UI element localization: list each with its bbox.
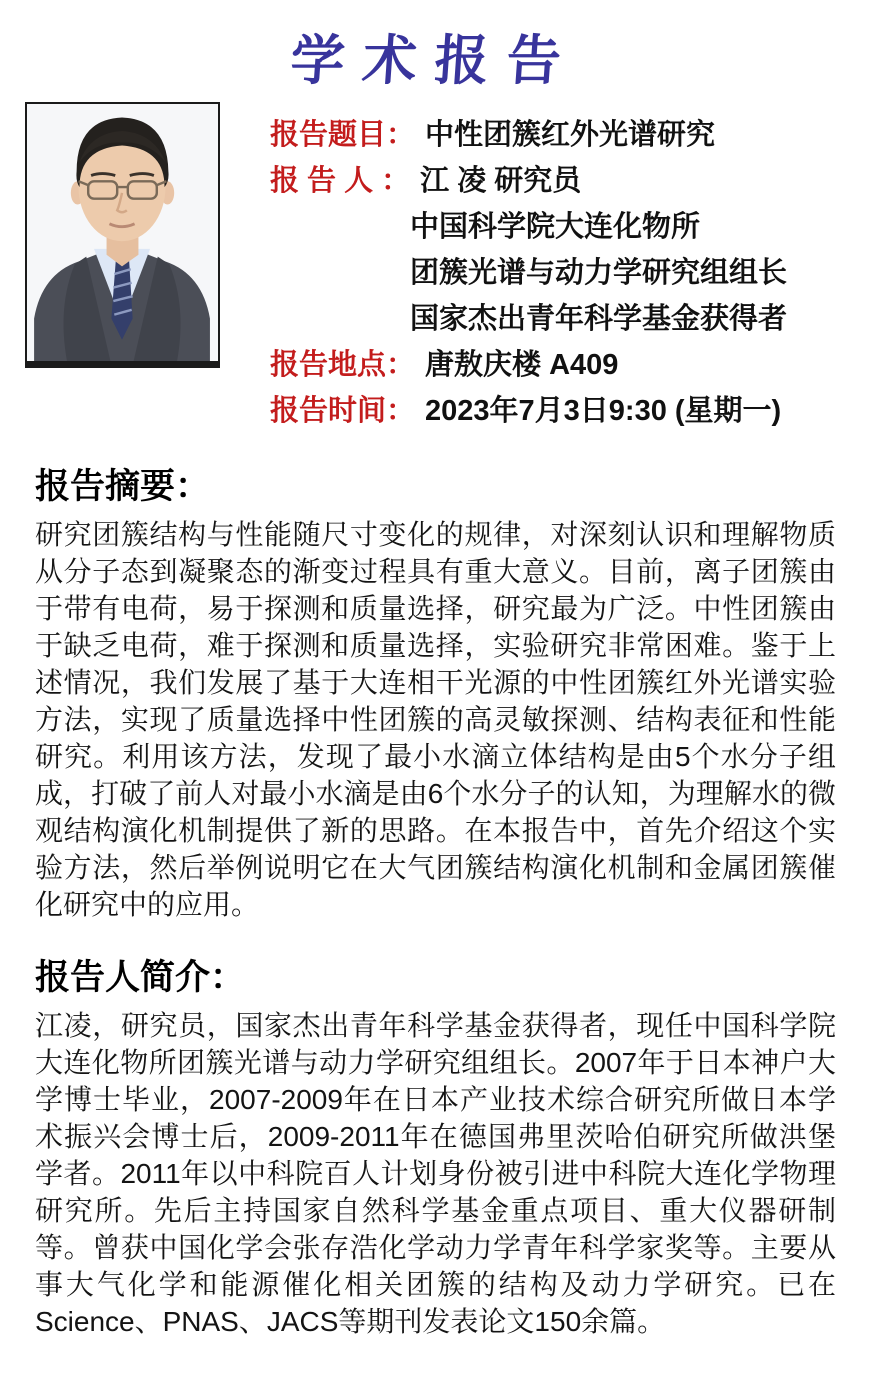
speaker-photo: [25, 102, 220, 368]
topic-value: 中性团簇红外光谱研究: [425, 119, 716, 151]
speaker-affiliation-1: 中国科学院大连化物所: [410, 211, 701, 243]
location-label: 报告地点：: [270, 349, 416, 381]
abstract-body: 研究团簇结构与性能随尺寸变化的规律，对深刻认识和理解物质从分子态到凝聚态的渐变过程具有重大意义。目前，离子团簇由于带有电荷，易于探测和质量选择，研究最为广泛。中性团簇由于缺乏电荷，难于探测和质量选择，实验研究非常困难。鉴于上述情况，我们发展了基于大连相干光源的中性团簇红外光谱实验方法，实现了质量选择中性团簇的高灵敏探测、结构表征和性能研究。利用该方法，发现了最小水滴立体结构是由5个水分子组成，打破了前人对最小水滴是由6个水分子的认知，为理解水的微观结构演化机制提供了新的思路。在本报告中，首先介绍这个实验方法，然后举例说明它在大气团簇结构演化机制和金属团簇催化研究中的应用。: [35, 519, 836, 920]
speaker-label: 报 告 人 ：: [270, 165, 411, 197]
poster-header: [0, 0, 869, 100]
info-topic: [270, 112, 787, 158]
abstract-section: [35, 466, 836, 923]
info-time: [270, 388, 787, 434]
speaker-portrait-illustration: [27, 104, 218, 361]
time-value: 2023年7月3日9:30 (星期一): [425, 395, 782, 427]
info-location: [270, 342, 787, 388]
speaker-value: 江 凌 研究员: [420, 165, 582, 197]
time-label: 报告时间：: [270, 395, 416, 427]
info-speaker: [270, 158, 787, 204]
speaker-header-row: [0, 102, 869, 434]
seminar-info: [270, 102, 787, 434]
location-value: 唐敖庆楼 A409: [425, 349, 619, 381]
abstract-heading: 报告摘要：: [35, 467, 211, 506]
bio-section: [35, 957, 836, 1340]
speaker-affiliation-2: 团簇光谱与动力学研究组组长: [410, 257, 788, 289]
bio-heading: 报告人简介：: [35, 958, 246, 997]
speaker-affiliation-3: 国家杰出青年科学基金获得者: [410, 303, 788, 335]
page-title: 学术报告: [288, 28, 581, 92]
bio-body: 江凌，研究员，国家杰出青年科学基金获得者，现任中国科学院大连化物所团簇光谱与动力学研究组组长。2007年于日本神户大学博士毕业，2007-2009年在日本产业技术综合研究所做日本学术振兴会博士后，2009-2011年在德国弗里茨哈伯研究所做洪堡学者。2011年以中科院百人计划身份被引进中科院大连化学物理研究所。先后主持国家自然科学基金重点项目、重大仪器研制等。曾获中国化学会张存浩化学动力学青年科学家奖等。主要从事大气化学和能源催化相关团簇的结构及动力学研究。已在Science、PNAS、JACS等期刊发表论文150余篇。: [35, 1010, 836, 1337]
topic-label: 报告题目：: [270, 119, 416, 151]
